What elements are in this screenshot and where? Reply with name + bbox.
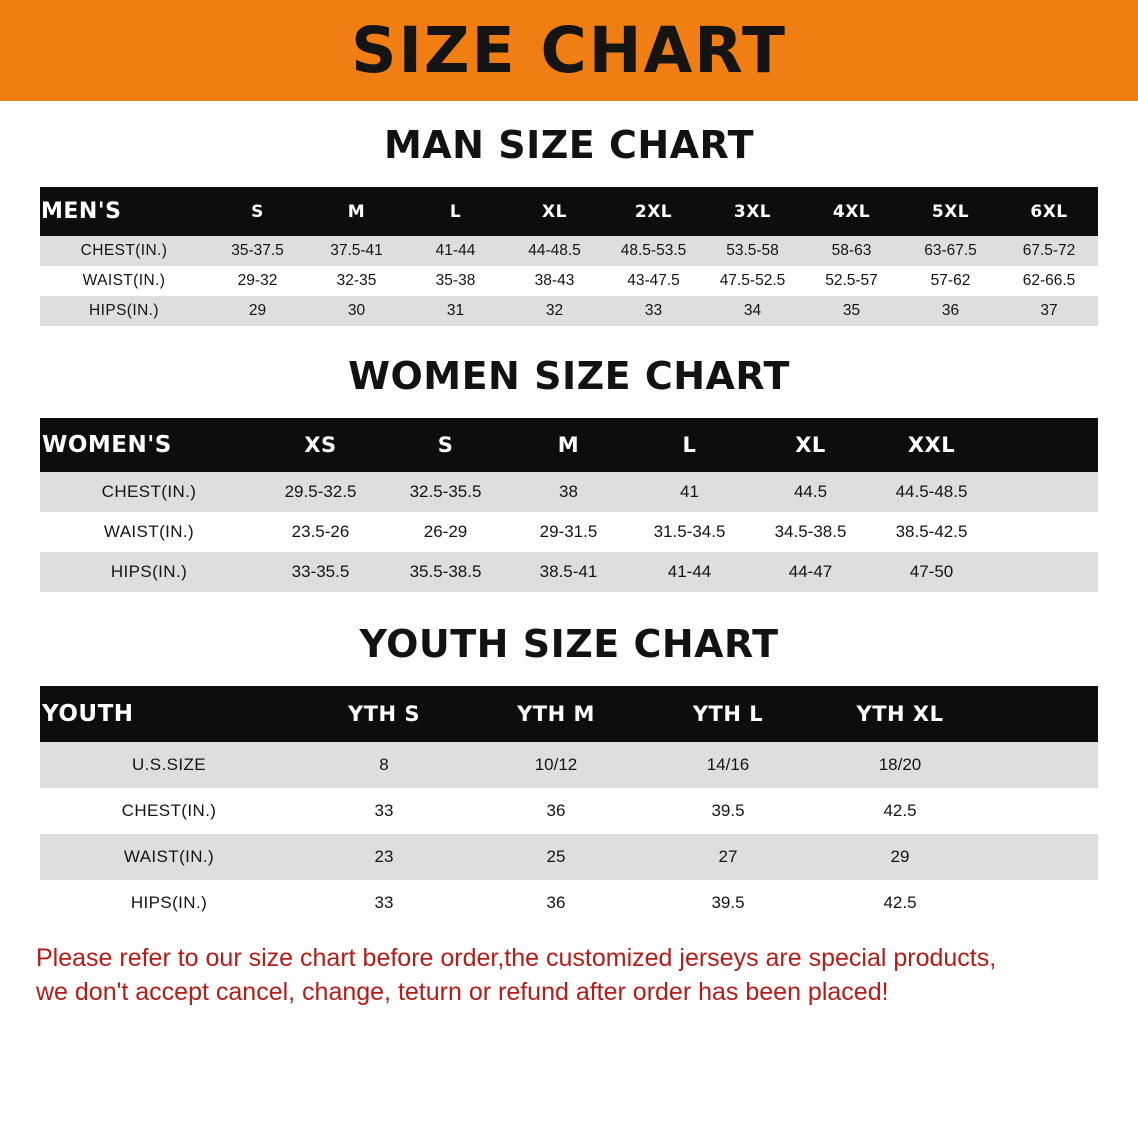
cell: 53.5-58 [703,236,802,266]
table-row [40,472,1098,512]
table-row [40,788,1098,834]
cell: 35-38 [406,266,505,296]
col-head-youth: YOUTH [40,686,298,742]
cell: 33-35.5 [258,552,383,592]
size-chart-banner [0,0,1138,101]
cell: 62-66.5 [1000,266,1098,296]
row-label-hips: HIPS(IN.) [40,552,258,592]
policy-note-line-1: Please refer to our size chart before order,the customized jerseys are special products, [36,944,997,972]
table-row [40,512,1098,552]
row-label-us-size: U.S.SIZE [40,742,298,788]
col-head-yth-xl: YTH XL [814,686,986,742]
table-header-row [40,418,1098,472]
women-table-wrap [40,418,1098,592]
row-label-hips: HIPS(IN.) [40,880,298,926]
row-label-waist: WAIST(IN.) [40,266,208,296]
youth-size-table [40,686,1098,926]
cell: 33 [604,296,703,326]
man-section-title: MAN SIZE CHART [383,123,755,167]
table-header-row [40,686,1098,742]
cell: 36 [470,880,642,926]
cell: 33 [298,880,470,926]
cell: 36 [470,788,642,834]
cell: 43-47.5 [604,266,703,296]
table-row [40,742,1098,788]
cell [986,834,1098,880]
col-head-spacer [992,418,1098,472]
col-head-xl: XL [750,418,871,472]
cell: 29-32 [208,266,307,296]
cell: 32-35 [307,266,406,296]
cell: 38.5-41 [508,552,629,592]
cell: 25 [470,834,642,880]
cell: 44.5 [750,472,871,512]
cell: 23.5-26 [258,512,383,552]
cell: 48.5-53.5 [604,236,703,266]
man-table-wrap [40,187,1098,326]
col-head-yth-s: YTH S [298,686,470,742]
cell: 47-50 [871,552,992,592]
row-label-chest: CHEST(IN.) [40,236,208,266]
cell: 29.5-32.5 [258,472,383,512]
cell: 44.5-48.5 [871,472,992,512]
cell: 37 [1000,296,1098,326]
man-size-table [40,187,1098,326]
col-head-m: M [508,418,629,472]
col-head-3xl: 3XL [703,187,802,236]
cell: 34.5-38.5 [750,512,871,552]
cell: 23 [298,834,470,880]
row-label-chest: CHEST(IN.) [40,788,298,834]
cell: 37.5-41 [307,236,406,266]
women-section-title: WOMEN SIZE CHART [348,354,790,398]
cell: 42.5 [814,788,986,834]
page-title: SIZE CHART [351,14,787,87]
col-head-mens: MEN'S [40,187,208,236]
youth-table-wrap [40,686,1098,926]
cell: 26-29 [383,512,508,552]
cell: 41-44 [629,552,750,592]
table-row [40,236,1098,266]
cell: 57-62 [901,266,1000,296]
youth-section-title: YOUTH SIZE CHART [359,622,779,666]
cell [986,788,1098,834]
cell: 29 [208,296,307,326]
policy-note-line-2: we don't accept cancel, change, teturn or refund after order has been placed! [36,977,889,1006]
cell: 10/12 [470,742,642,788]
col-head-yth-l: YTH L [642,686,814,742]
table-row [40,296,1098,326]
table-row [40,552,1098,592]
cell: 32 [505,296,604,326]
cell: 63-67.5 [901,236,1000,266]
table-row [40,880,1098,926]
table-header-row [40,187,1098,236]
col-head-xs: XS [258,418,383,472]
col-head-womens: WOMEN'S [40,418,258,472]
row-label-waist: WAIST(IN.) [40,834,298,880]
cell: 52.5-57 [802,266,901,296]
row-label-waist: WAIST(IN.) [40,512,258,552]
cell: 33 [298,788,470,834]
col-head-yth-m: YTH M [470,686,642,742]
col-head-m: M [307,187,406,236]
col-head-xl: XL [505,187,604,236]
col-head-spacer [986,686,1098,742]
col-head-5xl: 5XL [901,187,1000,236]
cell [992,552,1098,592]
women-size-table [40,418,1098,592]
row-label-chest: CHEST(IN.) [40,472,258,512]
cell: 31 [406,296,505,326]
cell: 38-43 [505,266,604,296]
table-row [40,834,1098,880]
cell [992,512,1098,552]
row-label-hips: HIPS(IN.) [40,296,208,326]
col-head-l: L [629,418,750,472]
col-head-4xl: 4XL [802,187,901,236]
policy-note [36,942,1102,1010]
cell: 36 [901,296,1000,326]
cell: 44-48.5 [505,236,604,266]
cell: 58-63 [802,236,901,266]
cell: 38.5-42.5 [871,512,992,552]
cell: 35 [802,296,901,326]
col-head-s: S [208,187,307,236]
cell: 47.5-52.5 [703,266,802,296]
col-head-6xl: 6XL [1000,187,1098,236]
cell: 35.5-38.5 [383,552,508,592]
table-row [40,266,1098,296]
cell: 18/20 [814,742,986,788]
cell: 41-44 [406,236,505,266]
cell: 8 [298,742,470,788]
cell: 29 [814,834,986,880]
cell [992,472,1098,512]
col-head-l: L [406,187,505,236]
cell: 34 [703,296,802,326]
cell: 67.5-72 [1000,236,1098,266]
cell [986,742,1098,788]
cell: 35-37.5 [208,236,307,266]
cell: 39.5 [642,788,814,834]
cell: 39.5 [642,880,814,926]
cell: 38 [508,472,629,512]
cell: 31.5-34.5 [629,512,750,552]
cell: 29-31.5 [508,512,629,552]
cell: 44-47 [750,552,871,592]
col-head-xxl: XXL [871,418,992,472]
col-head-2xl: 2XL [604,187,703,236]
cell: 42.5 [814,880,986,926]
cell: 14/16 [642,742,814,788]
cell: 41 [629,472,750,512]
cell: 32.5-35.5 [383,472,508,512]
cell [986,880,1098,926]
col-head-s: S [383,418,508,472]
cell: 27 [642,834,814,880]
cell: 30 [307,296,406,326]
